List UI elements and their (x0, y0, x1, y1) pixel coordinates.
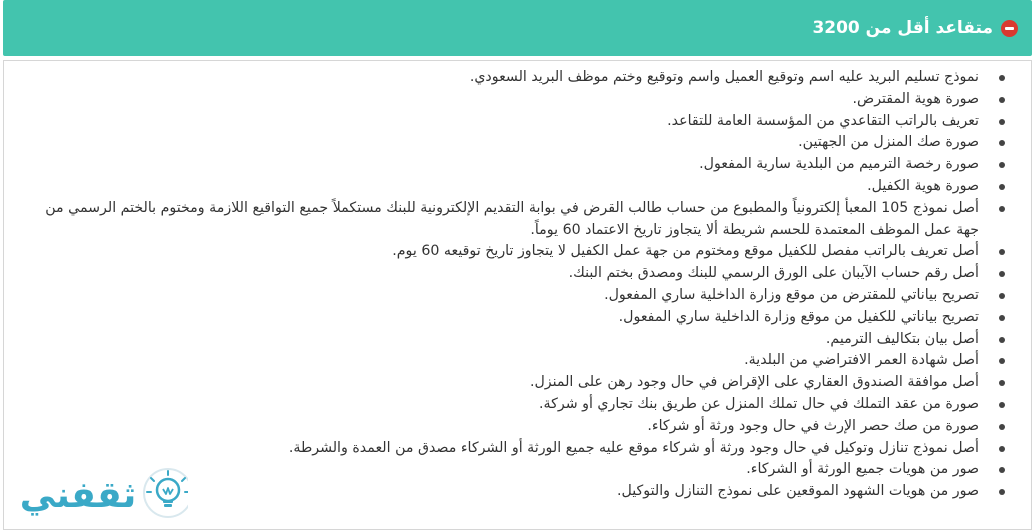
documents-list (4, 61, 1031, 503)
list-item: نموذج تسليم البريد عليه اسم وتوقيع العميل واسم وتوقيع وختم موظف البريد السعودي. (26, 67, 1007, 89)
accordion-header[interactable] (3, 0, 1032, 56)
accordion-content (3, 60, 1032, 530)
list-item: أصل موافقة الصندوق العقاري على الإقراض في حال وجود رهن على المنزل. (26, 372, 1007, 394)
minus-circle-icon[interactable] (1001, 20, 1018, 37)
list-item: صورة هوية المقترض. (26, 89, 1007, 111)
lightbulb-icon (144, 469, 188, 517)
list-item: تعريف بالراتب التقاعدي من المؤسسة العامة للتقاعد. (26, 111, 1007, 133)
list-item: تصريح بياناتي للكفيل من موقع وزارة الداخلية ساري المفعول. (26, 307, 1007, 329)
list-item: صورة هوية الكفيل. (26, 176, 1007, 198)
list-item: صورة صك المنزل من الجهتين. (26, 132, 1007, 154)
list-item: تصريح بياناتي للمقترض من موقع وزارة الداخلية ساري المفعول. (26, 285, 1007, 307)
list-item: صورة من عقد التملك في حال تملك المنزل عن طريق بنك تجاري أو شركة. (26, 394, 1007, 416)
list-item: أصل نموذج تنازل وتوكيل في حال وجود ورثة أو شركاء موقع عليه جميع الورثة أو الشركاء مصدق من العمدة والشرطة. (26, 438, 1007, 460)
list-item: أصل رقم حساب الآيبان على الورق الرسمي للبنك ومصدق بختم البنك. (26, 263, 1007, 285)
list-item: أصل تعريف بالراتب مفصل للكفيل موقع ومختوم من جهة عمل الكفيل لا يتجاوز تاريخ توقيعه 60 يوم. (26, 241, 1007, 263)
logo-text: ثقفني (19, 475, 137, 516)
list-item: صورة من صك حصر الإرث في حال وجود ورثة أو شركاء. (26, 416, 1007, 438)
list-item: صور من هويات الشهود الموقعين على نموذج التنازل والتوكيل. (26, 481, 1007, 503)
list-item: أصل شهادة العمر الافتراضي من البلدية. (26, 350, 1007, 372)
accordion-title[interactable]: متقاعد أقل من 3200 (812, 18, 993, 38)
list-item: صورة رخصة الترميم من البلدية سارية المفعول. (26, 154, 1007, 176)
list-item: صور من هويات جميع الورثة أو الشركاء. (26, 459, 1007, 481)
site-logo (8, 463, 188, 527)
list-item: أصل نموذج 105 المعبأ إلكترونياً والمطبوع من حساب طالب القرض في بوابة التقديم الإلكترونية للبنك مستكملاً جميع التواقيع اللازمة ومختوم بالختم الرسمي من جهة عمل الموظف المعتمدة للحسم شريطة ألا يتجاوز تاريخ الاعتماد 60 يوماً. (26, 198, 1007, 242)
list-item: أصل بيان بتكاليف الترميم. (26, 329, 1007, 351)
